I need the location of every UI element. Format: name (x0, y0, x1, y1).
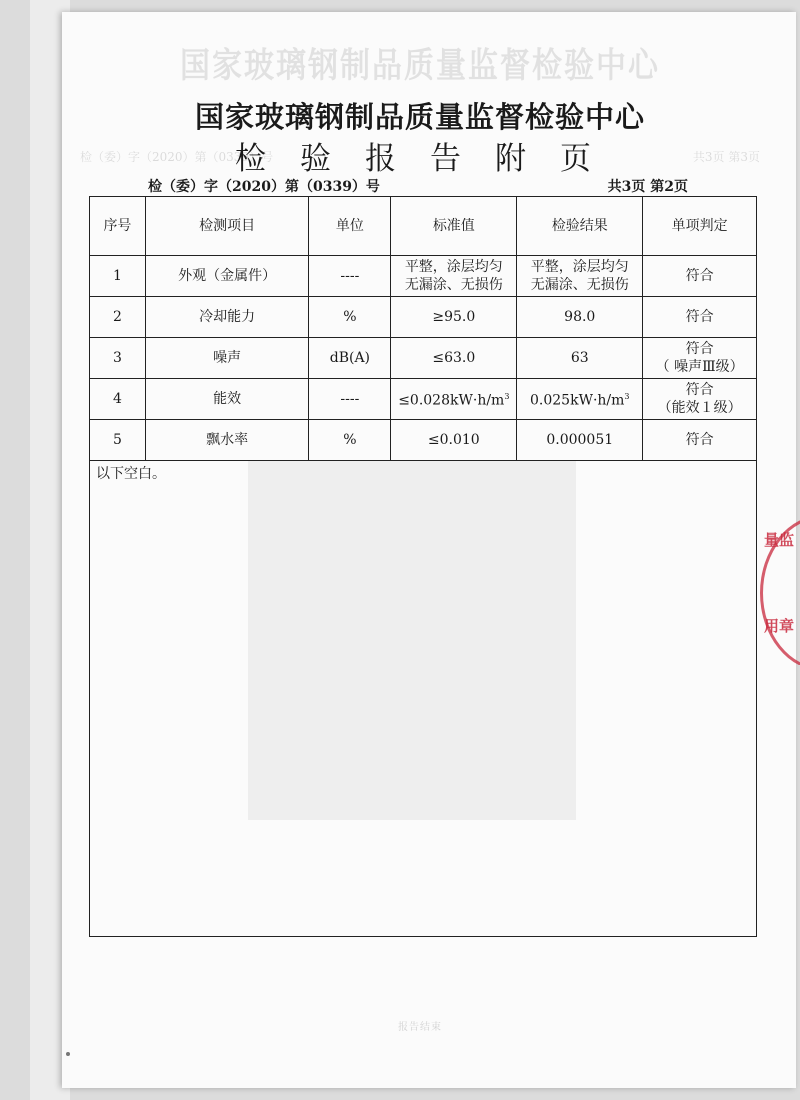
ghost-ref-number: 检（委）字（2020）第（0339）号 (80, 150, 274, 164)
superscript: 3 (504, 392, 510, 402)
cell-judgement (643, 338, 757, 379)
header-unit: 单位 (309, 197, 391, 256)
bleed-through-footer: 报告结束 (398, 1022, 442, 1033)
cell-no: 2 (90, 297, 146, 338)
results-table (89, 196, 757, 937)
report-number: 检（委）字（2020）第（0339）号 (148, 179, 380, 195)
header-item: 检测项目 (145, 197, 309, 256)
cell-judgement: 符合 (643, 297, 757, 338)
cell-judgement (643, 256, 757, 297)
cell-judgement (643, 379, 757, 420)
ghost-page-count: 共3页 第3页 (692, 150, 760, 164)
table-row (90, 420, 757, 461)
cell-line: 无漏涂、无损伤 (404, 277, 503, 293)
cell-no: 4 (90, 379, 146, 420)
cell-line: 符合 (685, 268, 714, 284)
cell-line: 平整，涂层均匀 (404, 259, 503, 275)
cell-judgement: 符合 (643, 420, 757, 461)
cell-standard: ≤63.0 (391, 338, 517, 379)
cell-text: 0.025kW·h/m (530, 392, 625, 409)
report-subtitle: 检验报告附页 (235, 141, 625, 177)
cell-result: 0.000051 (517, 420, 643, 461)
cell-unit: ---- (309, 256, 391, 297)
page-indicator: 共3页 第2页 (607, 179, 688, 195)
cell-standard (391, 256, 517, 297)
header-judgement: 单项判定 (643, 197, 757, 256)
bleed-through-ref (80, 148, 760, 165)
cell-unit: % (309, 297, 391, 338)
table-tail-row (90, 461, 757, 937)
cell-item: 冷却能力 (145, 297, 309, 338)
official-seal (760, 515, 800, 665)
blank-note: 以下空白。 (90, 461, 757, 937)
cell-line: 平整，涂层均匀 (530, 259, 629, 275)
cell-unit: % (309, 420, 391, 461)
table-row (90, 256, 757, 297)
cell-result (517, 379, 643, 420)
cell-text: ≤0.028kW·h/m (398, 392, 505, 409)
table-row (90, 297, 757, 338)
cell-item: 能效 (145, 379, 309, 420)
cell-unit: ---- (309, 379, 391, 420)
cell-line: 无漏涂、无损伤 (530, 277, 629, 293)
header-standard: 标准值 (391, 197, 517, 256)
cell-line: 符合 (685, 382, 714, 398)
seal-text: 量监 (764, 531, 795, 549)
cell-item: 噪声 (145, 338, 309, 379)
cell-standard: ≥95.0 (391, 297, 517, 338)
cell-line: （ 噪声Ⅲ级） (655, 359, 744, 375)
table-row (90, 338, 757, 379)
bleed-through-title: 国家玻璃钢制品质量监督检验中心 (180, 45, 660, 87)
cell-no: 1 (90, 256, 146, 297)
cell-standard (391, 379, 517, 420)
table-header-row (90, 197, 757, 256)
reference-line (148, 176, 688, 196)
scan-speck (66, 1052, 70, 1056)
table-row (90, 379, 757, 420)
report-title: 国家玻璃钢制品质量监督检验中心 (194, 100, 645, 134)
cell-item: 飘水率 (145, 420, 309, 461)
cell-line: （能效１级） (657, 400, 742, 416)
cell-result: 98.0 (517, 297, 643, 338)
cell-line: 符合 (685, 341, 714, 357)
cell-item: 外观（金属件） (145, 256, 309, 297)
cell-unit: dB(A) (309, 338, 391, 379)
superscript: 3 (624, 392, 630, 402)
header-no: 序号 (90, 197, 146, 256)
cell-standard: ≤0.010 (391, 420, 517, 461)
cell-result (517, 256, 643, 297)
seal-text: 用章 (764, 617, 795, 635)
cell-no: 5 (90, 420, 146, 461)
cell-result: 63 (517, 338, 643, 379)
header-result: 检验结果 (517, 197, 643, 256)
cell-no: 3 (90, 338, 146, 379)
